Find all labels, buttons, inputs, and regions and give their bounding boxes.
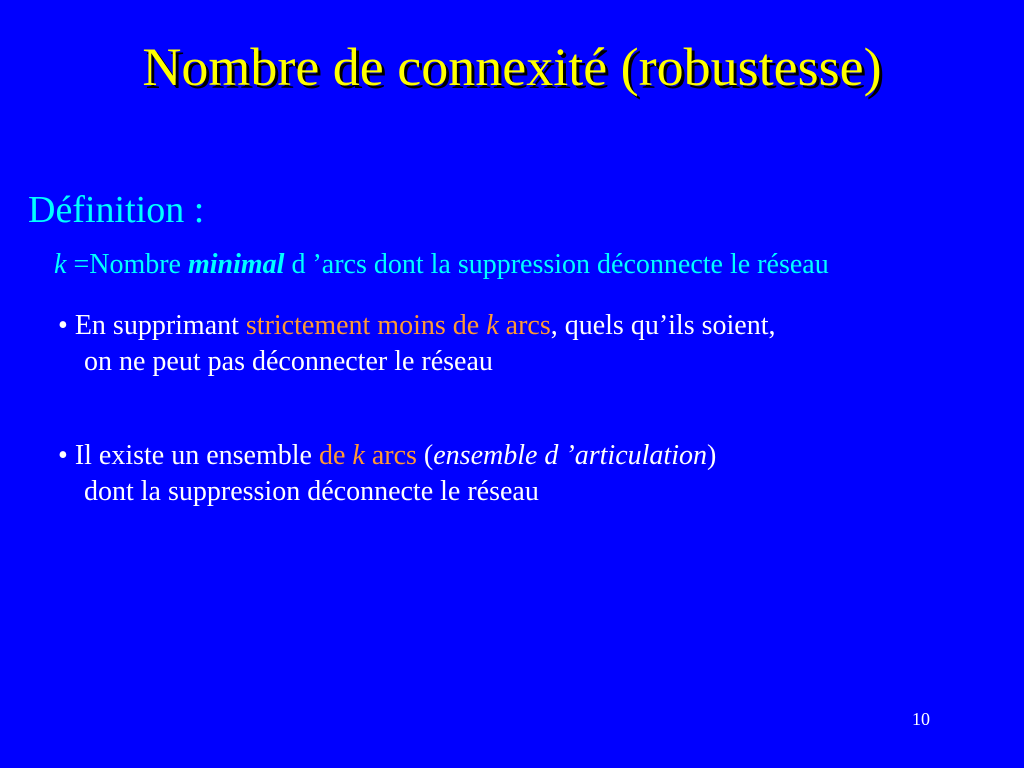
bullet-highlight-after: arcs	[364, 440, 417, 471]
bullet-continuation: dont la suppression déconnecte le réseau	[84, 476, 539, 507]
bullet-highlight-after: arcs	[498, 310, 551, 341]
bullet-highlight-before: de	[318, 440, 353, 471]
definition-variable: k	[54, 249, 67, 280]
bullet-suffix: , quels qu’ils soient,	[550, 310, 776, 341]
bullet-paren-open: (	[416, 440, 434, 471]
bullet-highlight	[246, 310, 551, 341]
definition-emphasis: minimal	[187, 249, 285, 280]
definition-heading: Définition :	[28, 189, 205, 231]
bullet-italic-term: ensemble d ’articulation	[433, 440, 707, 471]
page-number: 10	[912, 709, 930, 729]
slide-title: Nombre de connexité (robustesse)	[142, 37, 882, 97]
bullet-paren-close: )	[706, 440, 717, 471]
bullet-highlight	[319, 440, 417, 471]
bullet-highlight-variable: k	[486, 310, 499, 341]
bullet-item	[58, 308, 775, 380]
definition-text	[54, 248, 829, 282]
bullet-highlight-before: strictement moins de	[245, 310, 487, 341]
bullet-marker: •	[58, 310, 75, 341]
definition-rest: d ’arcs dont la suppression déconnecte le réseau	[284, 249, 829, 280]
bullet-marker: •	[58, 440, 75, 471]
bullet-item	[58, 438, 716, 510]
bullet-prefix: En supprimant	[74, 310, 246, 341]
definition-equals-text: =Nombre	[66, 249, 188, 280]
bullet-continuation: on ne peut pas déconnecter le réseau	[84, 346, 493, 377]
bullet-highlight-variable: k	[352, 440, 365, 471]
bullet-prefix: Il existe un ensemble	[74, 440, 319, 471]
